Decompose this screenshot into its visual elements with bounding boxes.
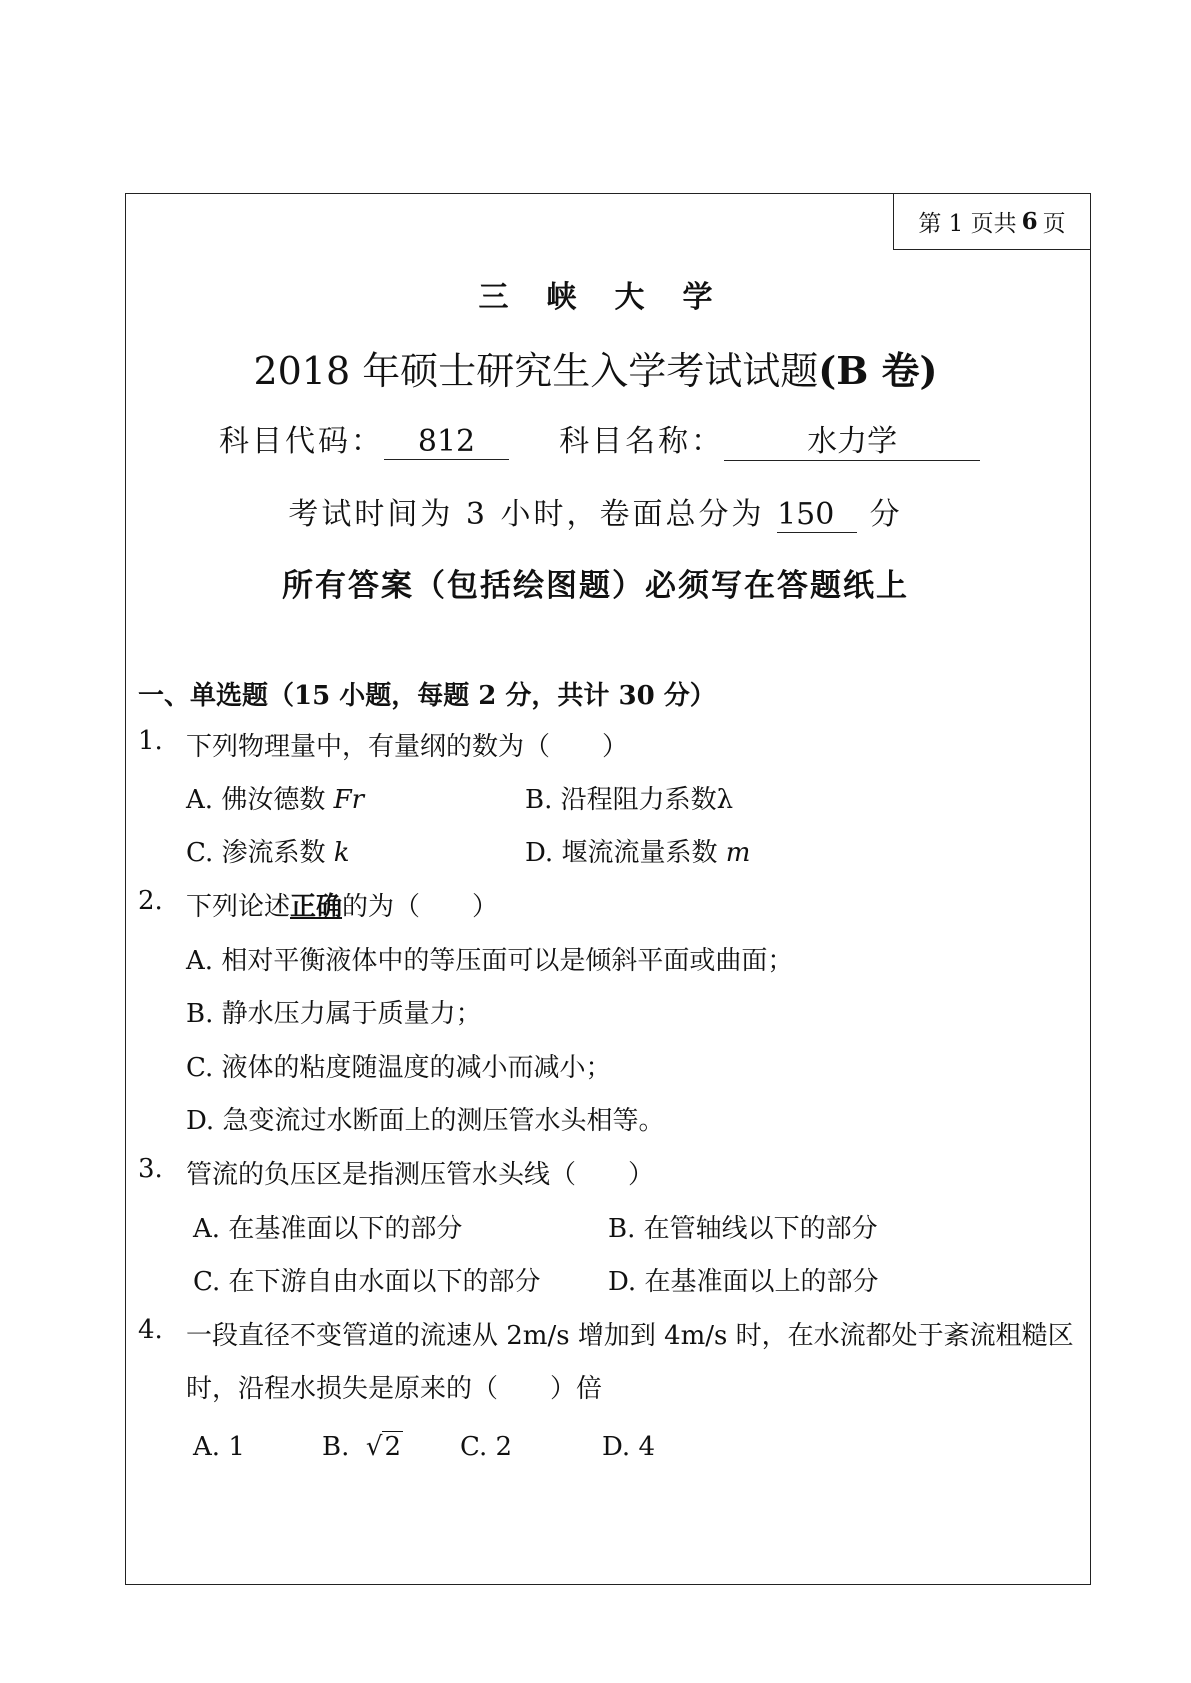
question-2-option-b: B. 静水压力属于质量力； <box>186 999 482 1029</box>
page-indicator <box>893 193 1091 250</box>
question-1-number: 1. <box>138 726 163 756</box>
question-3-option-d: D. 在基准面以上的部分 <box>608 1267 879 1297</box>
question-1-option-d: D. 堰流流量系数 m <box>525 838 751 868</box>
question-4-option-d: D. 4 <box>602 1432 655 1462</box>
exam-title <box>0 340 1191 395</box>
question-3-stem: 管流的负压区是指测压管水头线（ ） <box>186 1160 655 1190</box>
emphasis-correct: 正确 <box>290 892 343 922</box>
question-2-option-a: A. 相对平衡液体中的等压面可以是倾斜平面或曲面； <box>186 946 794 976</box>
exam-title-volume: (B 卷) <box>818 348 938 393</box>
question-1-option-a: A. 佛汝德数 Fr <box>186 785 365 815</box>
page-indicator-total: 6 <box>1021 208 1038 235</box>
question-2-stem: 下列论述正确的为（ ） <box>186 892 499 922</box>
question-3-option-b: B. 在管轴线以下的部分 <box>608 1214 878 1244</box>
subject-name-label: 科目名称： <box>559 424 725 459</box>
subject-line <box>219 416 980 461</box>
page-indicator-prefix: 第 1 页共 <box>918 211 1017 237</box>
total-score: 150 <box>777 497 857 533</box>
time-suffix: 分 <box>869 497 903 532</box>
section-heading: 一、单选题（15 小题，每题 2 分，共计 30 分） <box>138 681 716 711</box>
question-4-stem-line2: 时，沿程水损失是原来的（ ）倍 <box>186 1374 603 1404</box>
exam-title-main: 2018 年硕士研究生入学考试试题 <box>253 349 819 393</box>
subject-code: 812 <box>384 424 509 460</box>
question-2-option-c: C. 液体的粘度随温度的减小而减小； <box>186 1053 612 1083</box>
question-4-option-c: C. 2 <box>460 1432 513 1462</box>
question-2-number: 2. <box>138 886 163 916</box>
page-indicator-suffix: 页 <box>1042 211 1066 237</box>
question-1-stem: 下列物理量中，有量纲的数为（ ） <box>186 732 629 762</box>
subject-code-label: 科目代码： <box>219 424 384 459</box>
question-3-option-c: C. 在下游自由水面以下的部分 <box>193 1267 541 1297</box>
question-1-option-b: B. 沿程阻力系数λ <box>525 785 734 815</box>
time-prefix: 考试时间为 3 小时，卷面总分为 <box>288 497 765 532</box>
university-name: 三峡大学 <box>478 280 751 315</box>
question-4-number: 4. <box>138 1315 163 1345</box>
question-4-option-a: A. 1 <box>193 1432 245 1462</box>
sqrt-symbol: √2 <box>365 1432 402 1462</box>
question-3-option-a: A. 在基准面以下的部分 <box>193 1214 463 1244</box>
question-2-option-d: D. 急变流过水断面上的测压管水头相等。 <box>186 1106 665 1136</box>
question-1-option-c: C. 渗流系数 k <box>186 838 350 868</box>
question-4-option-b: B. √2 <box>322 1432 402 1462</box>
question-3-number: 3. <box>138 1154 163 1184</box>
answer-notice: 所有答案（包括绘图题）必须写在答题纸上 <box>282 568 909 604</box>
exam-time-line <box>0 489 1191 533</box>
question-4-stem-line1: 一段直径不变管道的流速从 2m/s 增加到 4m/s 时，在水流都处于紊流粗糙区 <box>186 1321 1074 1351</box>
subject-name: 水力学 <box>724 416 980 461</box>
